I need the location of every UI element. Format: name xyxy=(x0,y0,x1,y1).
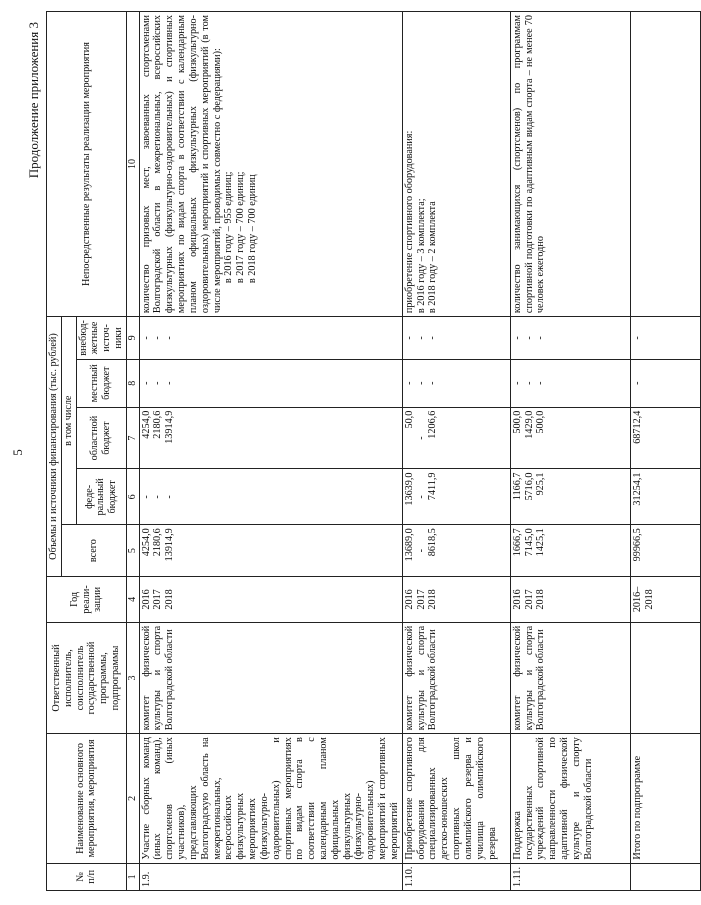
federal-value: 5716,0 xyxy=(523,472,535,501)
regional-value: 50,0 xyxy=(403,410,415,429)
column-numbers-row xyxy=(126,12,139,891)
local-value: - xyxy=(164,381,176,385)
local-value: - xyxy=(523,381,535,385)
result-item: в 2016 году – 3 комплекта; xyxy=(415,198,427,314)
header-federal: феде-ральный бюджет xyxy=(76,469,126,525)
header-row xyxy=(47,12,62,891)
regional-value: 1206,6 xyxy=(427,410,439,439)
local-value: - xyxy=(427,381,439,385)
total-value: 7145,0 xyxy=(523,528,535,557)
local-cell xyxy=(139,359,402,407)
year-value: 2016 xyxy=(511,589,523,610)
table-row xyxy=(139,12,402,891)
total-row-label: Итого по подпрограмме xyxy=(630,734,700,863)
header-local: местный бюджет xyxy=(76,359,126,407)
federal-value: 1166,7 xyxy=(511,472,523,501)
col-number: 7 xyxy=(126,407,139,469)
row-number: 1.9. xyxy=(139,863,402,890)
total-row-extra: - xyxy=(630,317,700,360)
year-value: 2018 xyxy=(164,589,176,610)
header-executor: Ответственный исполнитель, соисполнитель государственной программы, подпрограммы xyxy=(47,622,127,733)
header-result: Непосредственные результаты реализации мероприятия xyxy=(47,12,127,317)
extra-value: - xyxy=(152,336,164,340)
regional-value: 1429,0 xyxy=(523,410,535,439)
result-text: количество призовых мест, завоеванных спортсменами Волгоградской области в межрегиональных, всероссийских физкультурных (физкультурно-оздоровительных) и спортивных мероприятиях по видам спорта в соответствии с календарным планом официальных физкультурных (физкультурно-оздоровительных) мероприятий и спортивных мероприятий (в том числе мероприятий, проводимых совместно с федерациями): xyxy=(140,15,223,314)
extra-value: - xyxy=(415,336,427,340)
header-funding: Объемы и источники финансирования (тыс. рублей) xyxy=(47,317,62,577)
col-number: 3 xyxy=(126,622,139,733)
activity-name: Участие сборных команд (иных команд), спортсменов (иных участников), представляющих Волгоградскую область на межрегиональных, всероссийских физкультурных мероприятиях (физкультурно-оздоровительных) и спортивных мероприятиях по видам спорта в соответствии с календарным планом официальных физкультурных (физкультурно-оздоровительных) мероприятий и спортивных мероприятий xyxy=(139,734,402,863)
result-item: в 2018 году – 700 единиц xyxy=(247,174,259,284)
col-number: 4 xyxy=(126,577,139,623)
federal-value: 13639,0 xyxy=(403,472,415,506)
year-value: 2018 xyxy=(535,589,547,610)
total-cell xyxy=(510,525,630,577)
col-number: 1 xyxy=(126,863,139,890)
header-extra: внебюд-жетные источ-ники xyxy=(76,317,126,360)
extra-value: - xyxy=(535,336,547,340)
result-text: приобретение спортивного оборудования: xyxy=(403,130,415,314)
total-row-local: - xyxy=(630,359,700,407)
federal-value: - xyxy=(152,495,164,499)
col-number: 5 xyxy=(126,525,139,577)
responsible-executor: комитет физической культуры и спорта Волгоградской области xyxy=(510,622,630,733)
total-value: 1666,7 xyxy=(511,528,523,557)
regional-value: - xyxy=(415,436,427,440)
page-number: 5 xyxy=(10,449,25,456)
extra-cell xyxy=(510,317,630,360)
result-item: в 2018 году – 2 комплекта xyxy=(427,201,439,314)
result-text: количество занимающихся (спортсменов) по программам спортивной подготовки по адаптивным видам спорта – не менее 70 человек ежегодно xyxy=(511,15,547,314)
result-item: в 2017 году – 700 единиц; xyxy=(235,171,247,284)
total-value: 1425,1 xyxy=(535,528,547,557)
activity-name: Поддержка государственных учреждений спортивной направленности по адаптивной физической культуре и спорту Волгоградской области xyxy=(510,734,630,863)
responsible-executor: комитет физической культуры и спорта Волгоградской области xyxy=(402,622,510,733)
year-value: 2017 xyxy=(152,589,164,610)
row-number: 1.10. xyxy=(402,863,510,890)
result-cell xyxy=(510,12,630,317)
total-row-executor xyxy=(630,622,700,733)
table-row xyxy=(402,12,510,891)
col-number: 6 xyxy=(126,469,139,525)
result-cell xyxy=(139,12,402,317)
col-number: 8 xyxy=(126,359,139,407)
local-value: - xyxy=(511,381,523,385)
year-value: 2016 xyxy=(140,589,152,610)
total-value: - xyxy=(415,548,427,553)
col-number: 2 xyxy=(126,734,139,863)
regional-value: 500,0 xyxy=(511,410,523,434)
federal-cell xyxy=(139,469,402,525)
col-number: 9 xyxy=(126,317,139,360)
federal-cell xyxy=(402,469,510,525)
local-value: - xyxy=(415,381,427,385)
federal-value: 7411,9 xyxy=(427,472,439,501)
extra-cell xyxy=(402,317,510,360)
header-num: № п/п xyxy=(47,863,127,890)
header-total: всего xyxy=(61,525,126,577)
header-name: Наименование основного мероприятия, мероприятия xyxy=(47,734,127,863)
result-cell xyxy=(402,12,510,317)
regional-value: 500,0 xyxy=(535,410,547,434)
extra-value: - xyxy=(427,336,439,340)
extra-value: - xyxy=(511,336,523,340)
total-value: 13689,0 xyxy=(403,528,415,562)
total-value: 2180,6 xyxy=(152,528,164,557)
local-cell xyxy=(510,359,630,407)
header-regional: областной бюджет xyxy=(76,407,126,469)
local-value: - xyxy=(403,381,415,385)
row-number: 1.11. xyxy=(510,863,630,890)
total-value: 13914,9 xyxy=(164,528,176,562)
local-cell xyxy=(402,359,510,407)
federal-value: - xyxy=(140,495,152,499)
total-row-regional: 68712,4 xyxy=(630,407,700,469)
responsible-executor: комитет физической культуры и спорта Волгоградской области xyxy=(139,622,402,733)
local-value: - xyxy=(535,381,547,385)
extra-value: - xyxy=(523,336,535,340)
extra-cell xyxy=(139,317,402,360)
header-incl: в том числе xyxy=(61,317,76,525)
year-cell xyxy=(510,577,630,623)
extra-value: - xyxy=(140,336,152,340)
regional-cell xyxy=(510,407,630,469)
federal-value: 925,1 xyxy=(535,472,547,496)
total-row-years: 2016–2018 xyxy=(630,577,700,623)
total-value: 8618,5 xyxy=(427,528,439,557)
continuation-note: Продолжение приложения 3 xyxy=(26,22,41,179)
extra-value: - xyxy=(164,336,176,340)
regional-value: 4254,0 xyxy=(140,410,152,439)
result-item: в 2016 году – 955 единиц; xyxy=(223,171,235,284)
extra-value: - xyxy=(403,336,415,340)
local-value: - xyxy=(140,381,152,385)
header-year: Год реали-зации xyxy=(47,577,127,623)
year-value: 2017 xyxy=(415,589,427,610)
federal-cell xyxy=(510,469,630,525)
year-value: 2016 xyxy=(403,589,415,610)
total-row xyxy=(630,12,700,891)
regional-cell xyxy=(402,407,510,469)
activity-name: Приобретение спортивного оборудования для специализированных детско-юношеских спортивных школ олимпийского резерва и училища олимпийского резерва xyxy=(402,734,510,863)
regional-value: 13914,9 xyxy=(164,410,176,444)
federal-value: - xyxy=(164,495,176,499)
total-row-total: 99966,5 xyxy=(630,525,700,577)
year-cell xyxy=(139,577,402,623)
col-number: 10 xyxy=(126,12,139,317)
year-value: 2018 xyxy=(427,589,439,610)
year-value: 2017 xyxy=(523,589,535,610)
total-value: 4254,0 xyxy=(140,528,152,557)
total-row-federal: 31254,1 xyxy=(630,469,700,525)
regional-value: 2180,6 xyxy=(152,410,164,439)
local-value: - xyxy=(152,381,164,385)
federal-value: - xyxy=(415,495,427,499)
total-cell xyxy=(139,525,402,577)
total-row-result xyxy=(630,12,700,317)
year-cell xyxy=(402,577,510,623)
total-cell xyxy=(402,525,510,577)
table-row xyxy=(510,12,630,891)
regional-cell xyxy=(139,407,402,469)
total-row-num xyxy=(630,863,700,890)
program-table xyxy=(46,11,701,891)
